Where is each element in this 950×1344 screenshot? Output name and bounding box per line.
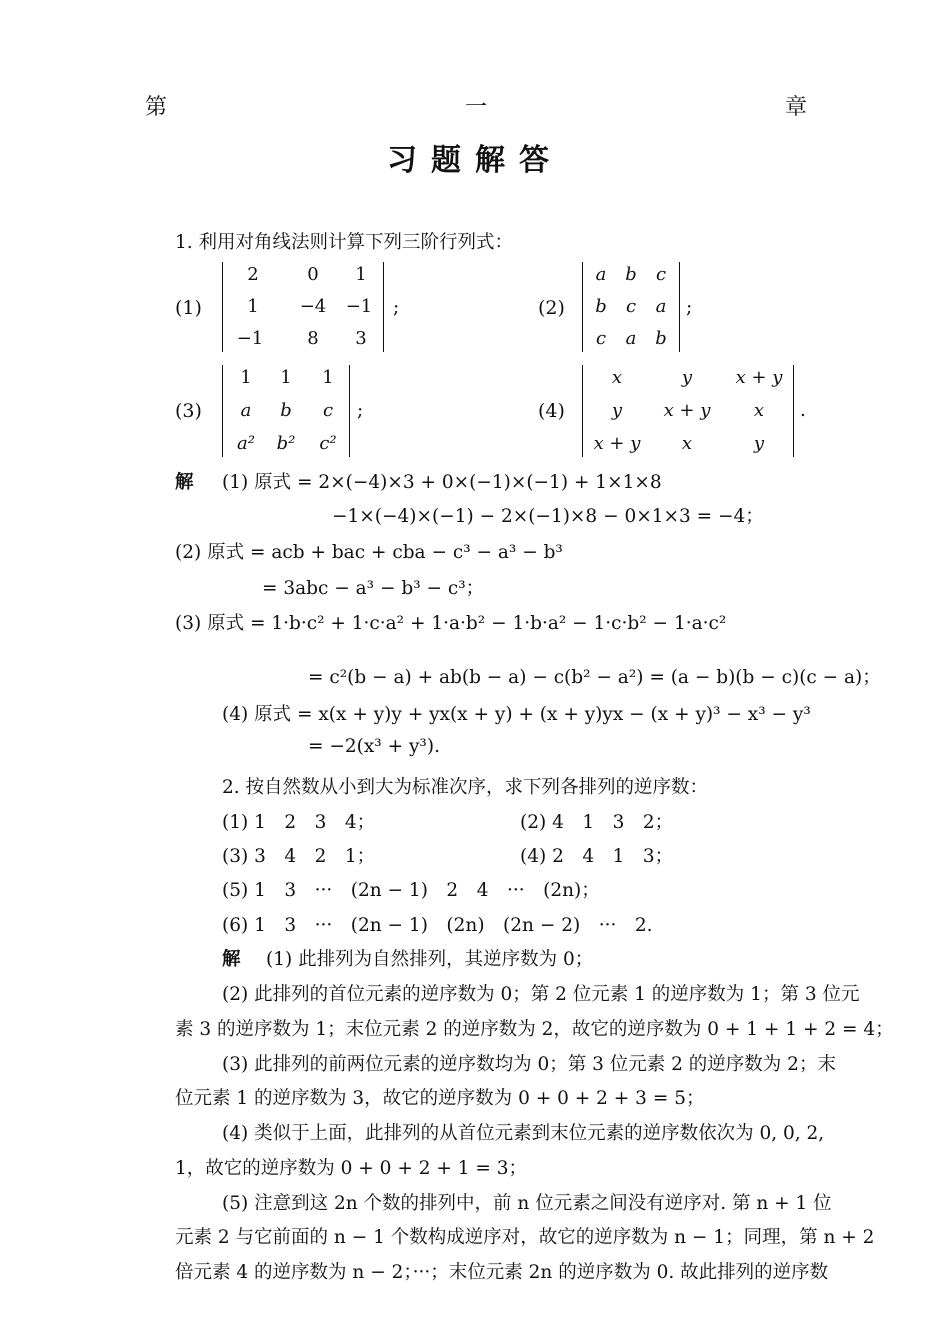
det-label-2: (2) [538,297,565,319]
det2-cell: a [595,264,607,285]
determinant-3 [222,365,350,457]
solution1-line: = 3abc − a³ − b³ − c³； [262,578,485,599]
determinant-1 [222,262,384,352]
det-period-4: . [800,400,806,421]
solution2-line: (3) 此排列的前两位元素的逆序数均为 0；第 3 位元素 2 的逆序数为 2；末 [222,1054,836,1075]
solution1-line: = −2(x³ + y³). [308,736,440,757]
det1-cell: −1 [345,296,373,317]
solution2-line: 元素 2 与它前面的 n − 1 个数构成逆序对，故它的逆序数为 n − 1；同理，第 n + 2 [175,1227,875,1248]
det3-cell: a [240,400,252,421]
det4-cell: y [611,400,623,421]
solution2-line: (5) 注意到这 2n 个数的排列中，前 n 位元素之间没有逆序对. 第 n + 1 位 [222,1193,832,1214]
problem-1-prompt: 1. 利用对角线法则计算下列三阶行列式： [175,232,514,253]
det1-cell: 3 [355,328,367,349]
det1-cell: 8 [307,328,319,349]
solution-marker: 解 [222,949,241,970]
det3-cell: b² [276,433,296,454]
solution2-line: (1) 此排列为自然排列，其逆序数为 0； [266,949,594,970]
solution2-line: (2) 此排列的首位元素的逆序数为 0；第 2 位元素 1 的逆序数为 1；第 3 位元 [222,984,860,1005]
det4-cell: x [753,400,765,421]
solution1-line: (4) 原式 = x(x + y)y + yx(x + y) + (x + y)yx − (x + y)³ − x³ − y³ [222,704,811,725]
solution2-line: 1，故它的逆序数为 0 + 0 + 2 + 1 = 3； [175,1158,528,1179]
det1-cell: −4 [299,296,327,317]
determinant-2 [582,262,680,352]
solution1-line: −1×(−4)×(−1) − 2×(−1)×8 − 0×1×3 = −4； [332,506,764,527]
det2-cell: c [595,328,607,349]
solution2-line: 素 3 的逆序数为 1；末位元素 2 的逆序数为 2，故它的逆序数为 0 + 1 + 1 + 2 = 4； [175,1019,894,1040]
problem2-item: (3) 3 4 2 1； [222,846,376,867]
det2-cell: c [625,296,637,317]
det4-cell: x + y [663,400,711,421]
chapter-header-right: 章 [785,95,808,120]
solution2-line: 倍元素 4 的逆序数为 n − 2；···；末位元素 2n 的逆序数为 0. 故此排列的逆序数 [175,1262,829,1283]
solution-marker: 解 [175,472,194,493]
chapter-header-center: 一 [465,95,488,120]
problem2-item: (6) 1 3 ··· (2n − 1) (2n) (2n − 2) ··· 2. [222,915,653,936]
det-semicolon-1: ; [393,297,400,318]
det4-cell: y [681,367,693,388]
det4-cell: x [681,433,693,454]
det2-cell: b [655,328,667,349]
det2-cell: a [625,328,637,349]
det3-cell: 1 [280,367,292,388]
det-semicolon-2: ; [686,297,693,318]
det4-cell: x + y [593,433,641,454]
solution1-line: (2) 原式 = acb + bac + cba − c³ − a³ − b³ [175,542,563,563]
problem-2-prompt: 2. 按自然数从小到大为标准次序，求下列各排列的逆序数： [222,777,709,798]
problem2-item: (1) 1 2 3 4； [222,812,376,833]
solution1-line: = c²(b − a) + ab(b − a) − c(b² − a²) = (a − b)(b − c)(c − a)； [308,667,881,688]
det1-cell: 1 [355,264,367,285]
det-label-3: (3) [175,400,202,422]
det3-cell: 1 [322,367,334,388]
solution1-line: (3) 原式 = 1·b·c² + 1·c·a² + 1·a·b² − 1·b·a² − 1·c·b² − 1·a·c² [175,613,727,634]
det3-cell: a² [237,433,255,454]
page-title: 习题解答 [387,143,563,178]
det-semicolon-3: ; [357,400,364,421]
determinant-4 [582,365,794,457]
det4-cell: x [611,367,623,388]
det4-cell: x + y [735,367,783,388]
det2-cell: c [655,264,667,285]
det1-cell: 0 [307,264,319,285]
problem2-item: (5) 1 3 ··· (2n − 1) 2 4 ··· (2n)； [222,880,600,901]
solution1-line: (1) 原式 = 2×(−4)×3 + 0×(−1)×(−1) + 1×1×8 [222,472,662,493]
det3-cell: c [322,400,334,421]
det3-cell: c² [319,433,337,454]
solution2-line: (4) 类似于上面，此排列的从首位元素到末位元素的逆序数依次为 0, 0, 2, [222,1123,825,1144]
det4-cell: y [753,433,765,454]
det2-cell: b [625,264,637,285]
det1-cell: −1 [236,328,264,349]
chapter-header-left: 第 [145,95,168,120]
det1-cell: 2 [247,264,259,285]
det3-cell: b [280,400,292,421]
det2-cell: a [655,296,667,317]
det-label-1: (1) [175,297,202,319]
det1-cell: 1 [247,296,259,317]
problem2-item: (4) 2 4 1 3； [520,846,674,867]
solution2-line: 位元素 1 的逆序数为 3，故它的逆序数为 0 + 0 + 2 + 3 = 5； [175,1088,705,1109]
det2-cell: b [595,296,607,317]
det-label-4: (4) [538,400,565,422]
det3-cell: 1 [240,367,252,388]
problem2-item: (2) 4 1 3 2； [520,812,674,833]
